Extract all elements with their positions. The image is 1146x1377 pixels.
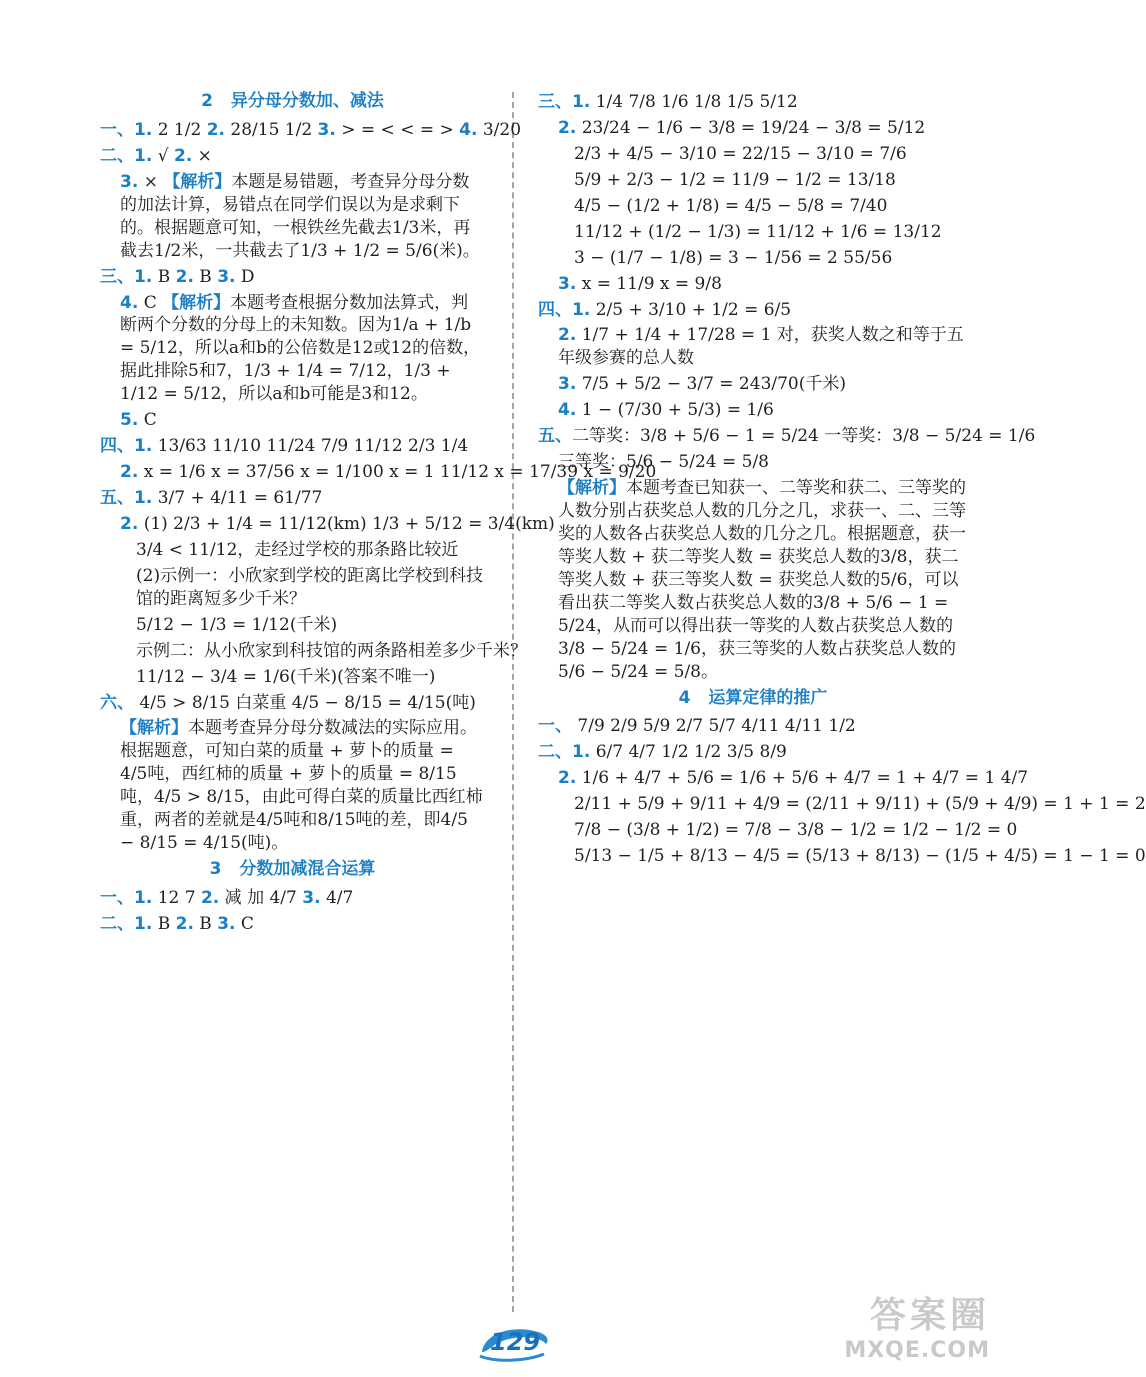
answer-line [100,145,485,168]
question-number: 2. [558,117,577,138]
answer-analysis [100,292,485,407]
question-number: 二、1. [100,913,153,934]
answer-line [100,666,485,689]
answer-text: C [138,292,163,313]
answer-analysis [100,717,485,855]
answer-line [538,715,968,738]
answer-line [538,741,968,764]
answer-line [100,565,485,611]
answer-line [538,324,968,370]
answer-line [538,169,968,192]
question-number: 3. [217,913,236,934]
question-number: 4. [459,119,478,140]
answer-text: 二等奖：3/8 + 5/6 − 1 = 5/24 一等奖：3/8 − 5/24 = 1/6 [572,426,1036,447]
page-number: 129 [490,1328,541,1356]
watermark [844,1287,990,1363]
answer-line [538,91,968,114]
question-number: 三、1. [100,266,153,287]
question-number: 3. [120,171,139,192]
answer-text: × [192,145,212,166]
answer-text: 6/7 4/7 1/2 1/2 3/5 8/9 [590,742,787,763]
answer-text: 4/5 > 8/15 白菜重 4/5 − 8/15 = 4/15(吨) [134,692,476,713]
answer-line [538,221,968,244]
question-number: 2. [175,913,194,934]
answer-line [100,640,527,663]
question-number: 六、 [100,692,134,713]
answer-text: > = < < = > [335,119,460,140]
question-number: 一、1. [100,119,153,140]
answer-line [100,461,657,484]
analysis-tag: 【解析】 [163,171,232,192]
answer-text: 5/12 − 1/3 = 1/12(千米) [136,614,338,635]
section-4-heading: 4 运算定律的推广 [678,687,828,708]
analysis-tag: 【解析】 [558,478,626,499]
answer-text: 4/7 [320,888,354,908]
section-2-heading: 2 异分母分数加、减法 [201,91,384,111]
watermark-url: MXQE.COM [844,1338,990,1363]
answer-text: 减 加 4/7 [219,888,303,908]
answer-line [538,451,968,474]
answer-text: 本题是易错题，考查异分母分数的加法计算，易错点在同学们误以为是求剩下的。根据题意可知，一根铁丝先截去1/3米，再截去1/2米，一共截去了1/3 + 1/2 = 5/6(米)。 [120,171,480,261]
answer-text: 1 − (7/30 + 5/3) = 1/6 [576,400,774,421]
answer-text: 5/13 − 1/5 + 8/13 − 4/5 = (5/13 + 8/13) − (1/5 + 4/5) = 1 − 1 = 0 [574,846,1146,867]
answer-text: B [152,913,176,934]
question-number: 2. [120,513,139,534]
question-number: 2. [120,462,139,483]
answer-text: √ [152,145,174,166]
answer-text: 7/8 − (3/8 + 1/2) = 7/8 − 3/8 − 1/2 = 1/2 − 1/2 = 0 [574,820,1018,841]
question-number: 四、1. [538,299,591,320]
answer-text: 2/11 + 5/9 + 9/11 + 4/9 = (2/11 + 9/11) + (5/9 + 4/9) = 1 + 1 = 2 [574,794,1146,815]
answer-text: 12 7 [152,888,201,908]
analysis-tag: 【解析】 [162,292,231,313]
answer-text: B [193,913,218,934]
answer-line [100,119,522,142]
answer-analysis [100,171,485,263]
answer-line [538,819,1018,842]
answer-line [100,539,485,562]
page-number-badge [474,1322,552,1364]
question-number: 三、1. [538,92,591,112]
answer-text: x = 1/6 x = 37/56 x = 1/100 x = 1 11/12 x = 17/39 x = 9/20 [138,462,657,483]
question-number: 五、1. [100,488,153,508]
answer-text: 2 1/2 [152,119,207,140]
answer-line [100,692,485,715]
answer-text: 三等奖：5/6 − 5/24 = 5/8 [558,452,769,473]
question-number: 5. [120,410,139,431]
answer-text: 2/5 + 3/10 + 1/2 = 6/5 [590,299,792,320]
answer-text: 本题考查异分母分数减法的实际应用。根据题意，可知白菜的质量 + 萝卜的质量 = 4/5吨，西红柿的质量 + 萝卜的质量 = 8/15吨，4/5 > 8/15，由此可得白菜的质量比西红柿重，两者的差就是4/5吨和8/15吨的差，即4/5 − 8/15 = 4/15(吨)。 [120,718,483,854]
answer-line [538,299,968,322]
answer-text: 13/63 11/10 11/24 7/9 11/12 2/3 1/4 [152,436,469,457]
question-number: 2. [200,888,220,908]
answer-line [538,195,968,218]
answer-text: 5/9 + 2/3 − 1/2 = 11/9 − 1/2 = 13/18 [574,169,896,190]
column-divider [512,92,514,1312]
answer-text: 1/6 + 4/7 + 5/6 = 1/6 + 5/6 + 4/7 = 1 + 4/7 = 1 4/7 [576,768,1029,789]
answer-line [538,273,968,296]
question-number: 2. [206,119,225,140]
question-number: 3. [558,273,577,294]
question-number: 五、 [538,426,572,447]
answer-text: 11/12 + (1/2 − 1/3) = 11/12 + 1/6 = 13/12 [574,221,942,242]
answer-text: 3 − (1/7 − 1/8) = 3 − 1/56 = 2 55/56 [574,247,893,268]
question-number: 二、1. [100,145,153,166]
question-number: 3. [317,119,336,140]
question-number: 4. [120,292,139,313]
answer-text: 本题考查根据分数加法算式，判断两个分数的分母上的未知数。因为1/a + 1/b = 5/12，所以a和b的公倍数是12或12的倍数，据此排除5和7，1/3 + 1/4 = 7/12，1/3 + 1/12 = 5/12，所以a和b可能是3和12。 [120,292,481,405]
answer-text: 1/4 7/8 1/6 1/8 1/5 5/12 [590,92,798,112]
answer-text: D [235,266,255,287]
answer-text: 4/5 − (1/2 + 1/8) = 4/5 − 5/8 = 7/40 [574,195,888,216]
question-number: 4. [558,400,577,421]
answer-line [538,143,968,166]
question-number: 一、 [538,716,572,737]
answer-text: 23/24 − 1/6 − 3/8 = 19/24 − 3/8 = 5/12 [576,117,926,138]
answer-text: × [138,171,164,192]
answer-line [538,793,1146,816]
answer-line [538,845,1146,868]
answer-text: C [235,913,254,934]
answer-text: C [138,410,157,431]
answer-text: 2/3 + 4/5 − 3/10 = 22/15 − 3/10 = 7/6 [574,143,907,164]
answer-text: 3/4 < 11/12，走经过学校的那条路比较近 [136,539,459,560]
answer-analysis [538,477,968,683]
answer-line [100,487,485,510]
question-number: 2. [558,768,577,789]
answer-text: B [152,266,176,287]
answer-text: 7/5 + 5/2 − 3/7 = 243/70(千米) [576,374,847,395]
answer-line [100,513,555,536]
answer-text: 11/12 − 3/4 = 1/6(千米)(答案不唯一) [136,666,436,687]
answer-text: (1) 2/3 + 1/4 = 11/12(km) 1/3 + 5/12 = 3/4(km) [138,513,555,534]
answer-line [100,266,485,289]
right-column [538,88,1146,871]
question-number: 2. [558,325,577,346]
question-number: 3. [217,266,236,287]
answer-line [100,913,485,936]
answer-line [100,887,485,910]
question-number: 3. [558,374,577,395]
question-number: 二、1. [538,742,591,763]
question-number: 四、1. [100,436,153,457]
answer-line [538,373,968,396]
answer-text: 1/7 + 1/4 + 17/28 = 1 对，获奖人数之和等于五年级参赛的总人数 [558,325,964,369]
answer-text: 7/9 2/9 5/9 2/7 5/7 4/11 4/11 1/2 [572,716,856,737]
answer-text: 28/15 1/2 [224,119,318,140]
answer-text: 本题考查已知获一、二等奖和获二、三等奖的人数分别占获奖总人数的几分之几，求获一、二、三等奖的人数各占获奖总人数的几分之几。根据题意，获一等奖人数 + 获二等奖人数 = 获奖总人数的3/8，获二等奖人数 + 获三等奖人数 = 获奖总人数的5/6，可以看出获二等奖人数占获奖总人数的3/8 + 5/6 − 1 = 5/24，从而可以得出获一等奖的人数占获奖总人数的3/8 − 5/24 = 1/6，获三等奖的人数占获奖总人数的5/6 − 5/24 = 5/8。 [558,478,966,682]
section-3-heading: 3 分数加减混合运算 [209,859,376,880]
answer-line [100,435,485,458]
answer-line [100,614,485,637]
answer-text: x = 11/9 x = 9/8 [576,273,722,294]
answer-text: 示例二：从小欣家到科技馆的两条路相差多少千米？ [136,640,527,661]
answer-line [538,247,968,270]
answer-text: (2)示例一：小欣家到学校的距离比学校到科技馆的距离短多少千米？ [136,565,484,609]
answer-line [100,409,485,432]
answer-line [538,117,968,140]
question-number: 3. [302,888,321,908]
analysis-tag: 【解析】 [120,718,188,739]
answer-text: 3/7 + 4/11 = 61/77 [152,488,323,508]
question-number: 2. [173,145,193,166]
answer-line [538,425,1036,448]
answer-text: B [193,266,218,287]
answer-text: 3/20 [477,119,522,140]
answer-line [538,399,968,422]
question-number: 一、1. [100,888,153,908]
answer-line [538,767,1029,790]
question-number: 2. [175,266,194,287]
watermark-logo-text: 答案圈 [869,1295,990,1336]
